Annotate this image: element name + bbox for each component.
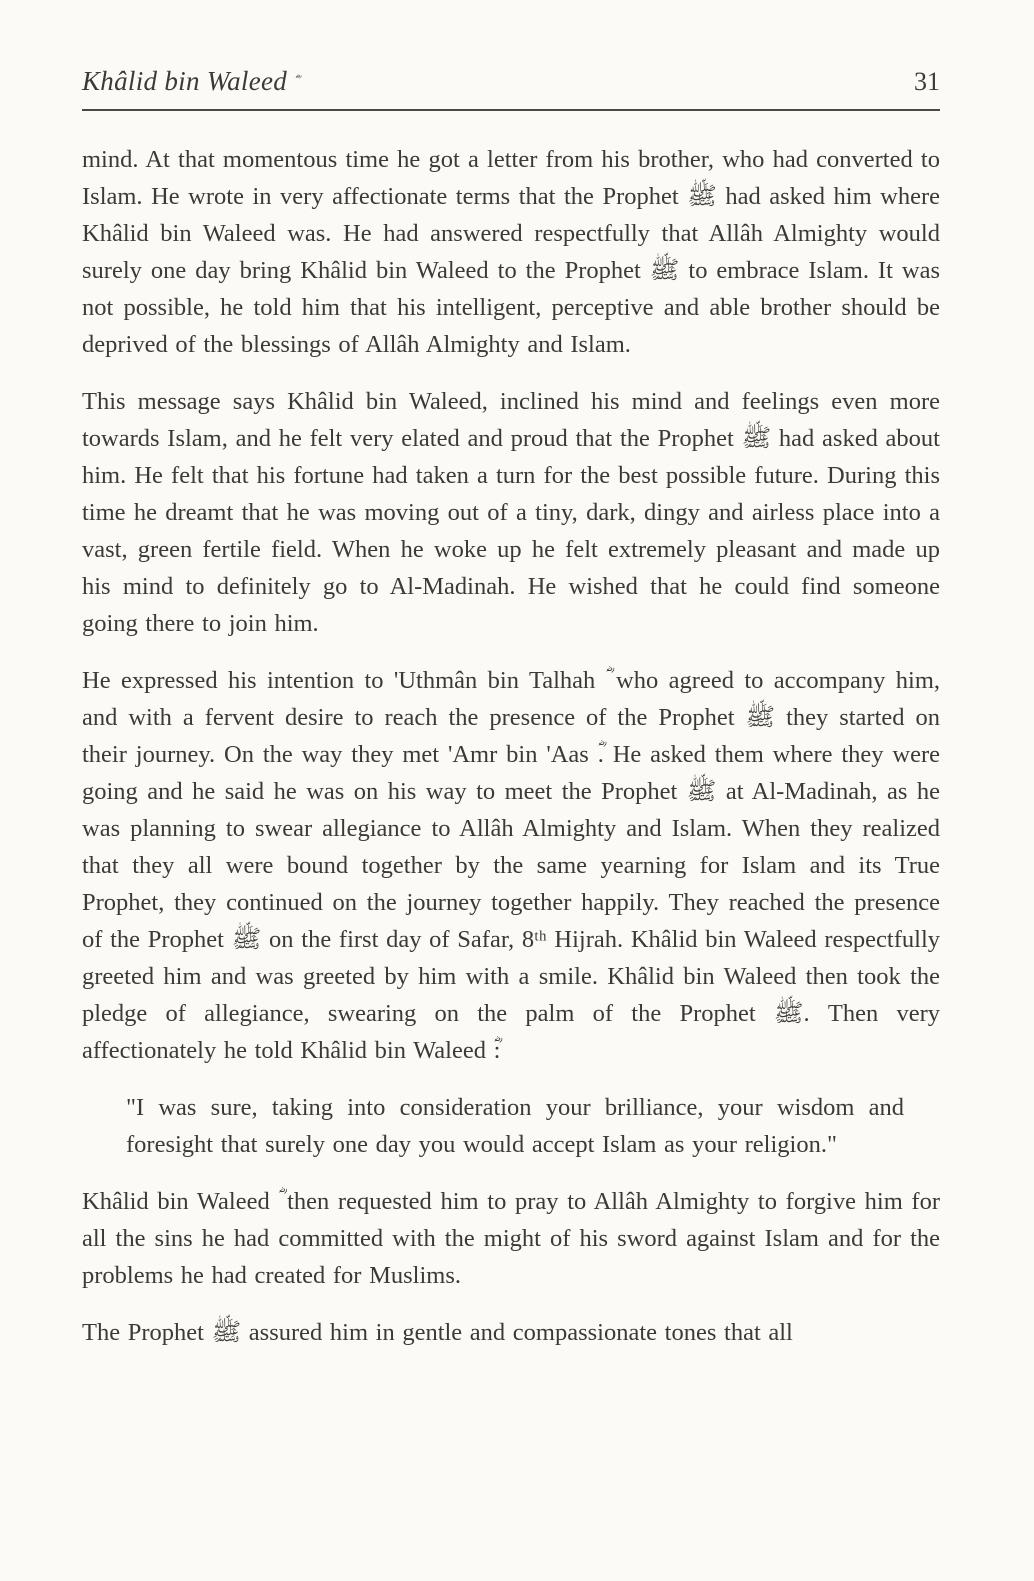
running-title: Khâlid bin Waleed [82,66,288,96]
body-paragraph: This message says Khâlid bin Waleed, inclined his mind and feelings even more towards Islam, and he felt very elated and proud that the Prophet ﷺ had asked about him. He felt that his fortune had taken a turn for the best possible future. During this time he dreamt that he was moving out of a tiny, dark, dingy and airless place into a vast, green fertile field. When he woke up he felt extremely pleasant and made up his mind to definitely go to Al-Madinah. He wished that he could find someone going there to join him. [82,388,940,637]
body-paragraph: mind. At that momentous time he got a letter from his brother, who had converted to Islam. He wrote in very affectionate terms that the Prophet ﷺ had asked him where Khâlid bin Waleed was. He had answered respectfully that Allâh Almighty would surely one day bring Khâlid bin Waleed to the Prophet ﷺ to embrace Islam. It was not possible, he told him that his intelligent, perceptive and able brother should be deprived of the blessings of Allâh Almighty and Islam. [82,146,940,358]
page-number: 31 [914,67,940,96]
page-body [82,141,940,1351]
body-paragraph: The Prophet ﷺ assured him in gentle and compassionate tones that all [82,1319,793,1346]
page-header [82,66,940,111]
running-title-group [82,66,295,97]
body-paragraph: He expressed his intention to 'Uthmân bin Talhah ؓ who agreed to accompany him, and with a fervent desire to reach the presence of the Prophet ﷺ they started on their journey. On the way they met 'Amr bin 'Aas ؓ. He asked them where they were going and he said he was on his way to meet the Prophet ﷺ at Al-Madinah, as he was planning to swear allegiance to Allâh Almighty and Islam. When they realized that they all were bound together by the same yearning for Islam and its True Prophet, they continued on the journey together happily. They reached the presence of the Prophet ﷺ on the first day of Safar, 8ᵗʰ Hijrah. Khâlid bin Waleed respectfully greeted him and was greeted by him with a smile. Khâlid bin Waleed then took the pledge of allegiance, swearing on the palm of the Prophet ﷺ. Then very affectionately he told Khâlid bin Waleed ؓ: [82,667,941,1064]
block-quote: "I was sure, taking into consideration your brilliance, your wisdom and foresight that surely one day you would accept Islam as your religion." [126,1094,904,1158]
body-paragraph: Khâlid bin Waleed ؓ then requested him to pray to Allâh Almighty to forgive him for all the sins he had committed with the might of his sword against Islam and for the problems he had created for Muslims. [82,1188,940,1289]
